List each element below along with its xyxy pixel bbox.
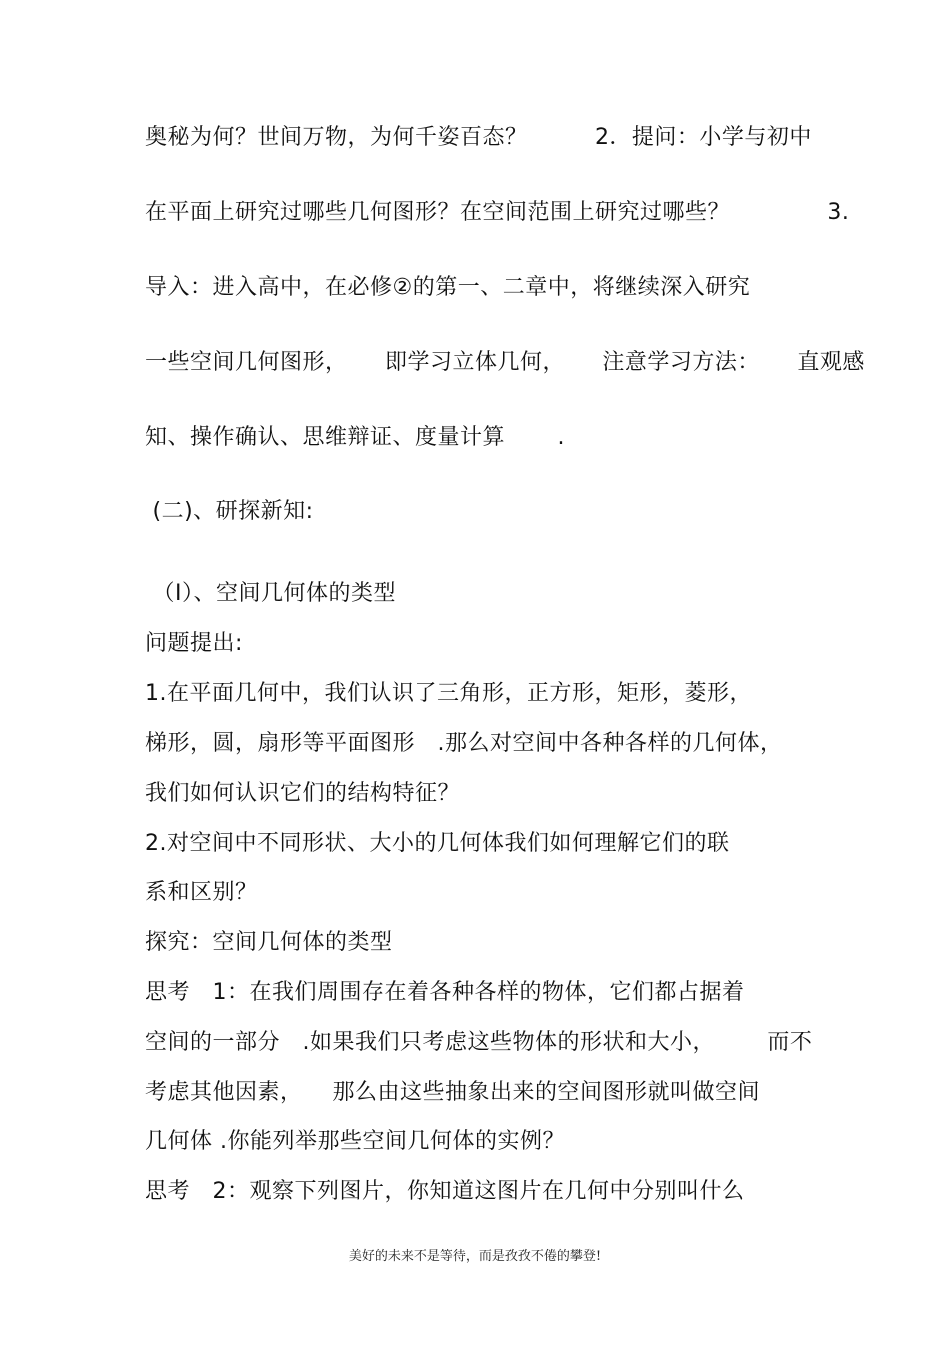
text-line-4: 一些空间几何图形， 即学习立体几何， 注意学习方法： 直观感 (145, 350, 865, 375)
text-line-3: 导入：进入高中，在必修②的第一、二章中，将继续深入研究 (145, 275, 751, 300)
text-line-19: 思考 2：观察下列图片，你知道这图片在几何中分别叫什么 (145, 1179, 745, 1204)
text-line-13: 系和区别？ (145, 880, 258, 905)
text-line-5: 知、操作确认、思维辩证、度量计算 . (145, 425, 565, 450)
text-line-9: 1.在平面几何中，我们认识了三角形，正方形，矩形，菱形， (145, 681, 752, 706)
text-line-11: 我们如何认识它们的结构特征？ (145, 781, 461, 806)
text-line-2: 在平面上研究过哪些几何图形？在空间范围上研究过哪些？ 3. (145, 200, 850, 225)
text-line-12: 2.对空间中不同形状、大小的几何体我们如何理解它们的联 (145, 831, 730, 856)
section-heading-explore: (二)、研探新知: (145, 499, 314, 524)
text-line-18: 几何体 .你能列举那些空间几何体的实例？ (145, 1129, 565, 1154)
page-footer: 美好的未来不是等待，而是孜孜不倦的攀登! (348, 1249, 602, 1264)
text-line-14: 探究：空间几何体的类型 (145, 930, 393, 955)
text-line-1: 奥秘为何？世间万物，为何千姿百态？ 2．提问：小学与初中 (145, 125, 812, 150)
text-line-16: 空间的一部分 .如果我们只考虑这些物体的形状和大小， 而不 (145, 1030, 813, 1055)
text-line-questions: 问题提出: (145, 631, 243, 656)
text-line-15: 思考 1：在我们周围存在着各种各样的物体，它们都占据着 (145, 980, 745, 1005)
text-line-10: 梯形，圆，扇形等平面图形 .那么对空间中各种各样的几何体， (145, 731, 783, 756)
text-line-17: 考虑其他因素， 那么由这些抽象出来的空间图形就叫做空间 (145, 1080, 760, 1105)
subsection-heading-types: （Ⅰ）、空间几何体的类型 (145, 581, 396, 606)
